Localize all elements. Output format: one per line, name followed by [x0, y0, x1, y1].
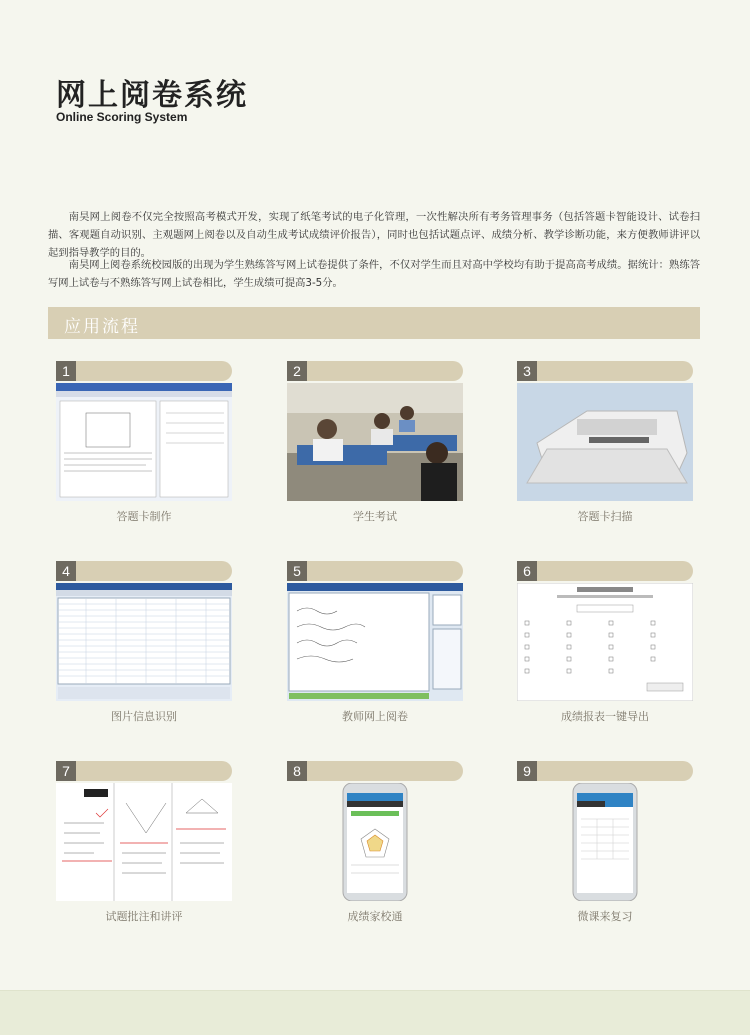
intro-paragraph-2: 南昊网上阅卷系统校园版的出现为学生熟练答写网上试卷提供了条件，不仅对学生而且对高中学校均有助于提高高考成绩。据统计：熟练答写网上试卷与不熟练答写网上试卷相比，学生成绩可提高3-5分。 — [48, 259, 700, 289]
step-caption: 学生考试 — [353, 510, 397, 523]
flow-title: 应用流程 — [64, 317, 140, 337]
phone-microlesson-image — [517, 783, 693, 901]
students-exam-photo — [287, 383, 463, 501]
step-number: 4 — [56, 561, 76, 581]
step-number: 2 — [287, 361, 307, 381]
step-caption: 试题批注和讲评 — [105, 910, 183, 923]
page-subtitle: Online Scoring System — [56, 110, 188, 124]
step-number: 8 — [287, 761, 307, 781]
step-caption: 微课来复习 — [577, 910, 633, 923]
scanner-photo — [517, 383, 693, 501]
footer-band — [0, 990, 750, 1035]
page-title: 网上阅卷系统 — [56, 78, 248, 113]
step-number: 3 — [517, 361, 537, 381]
step-caption: 图片信息识别 — [111, 710, 177, 723]
recognition-screenshot — [56, 583, 232, 701]
step-number: 1 — [56, 361, 76, 381]
flow-banner — [48, 307, 700, 339]
phone-scores-image — [287, 783, 463, 901]
answer-sheet-screenshot — [56, 383, 232, 501]
report-export-screenshot — [517, 583, 693, 701]
step-caption: 成绩报表一键导出 — [561, 710, 649, 723]
step-number: 5 — [287, 561, 307, 581]
step-number: 6 — [517, 561, 537, 581]
step-caption: 成绩家校通 — [347, 910, 403, 923]
step-number: 7 — [56, 761, 76, 781]
intro-paragraph-1: 南昊网上阅卷不仅完全按照高考模式开发，实现了纸笔考试的电子化管理，一次性解决所有考务管理事务（包括答题卡智能设计、试卷扫描、客观题自动识别、主观题网上阅卷以及自动生成考试成绩评价报告），同时也包括试题点评、成绩分析、教学诊断功能，来方便教师讲评以起到指导教学的目的。 — [48, 211, 700, 259]
step-caption: 答题卡扫描 — [577, 510, 633, 523]
online-marking-screenshot — [287, 583, 463, 701]
step-caption: 答题卡制作 — [116, 510, 172, 523]
annotated-paper-image — [56, 783, 232, 901]
step-number: 9 — [517, 761, 537, 781]
step-caption: 教师网上阅卷 — [342, 710, 408, 723]
